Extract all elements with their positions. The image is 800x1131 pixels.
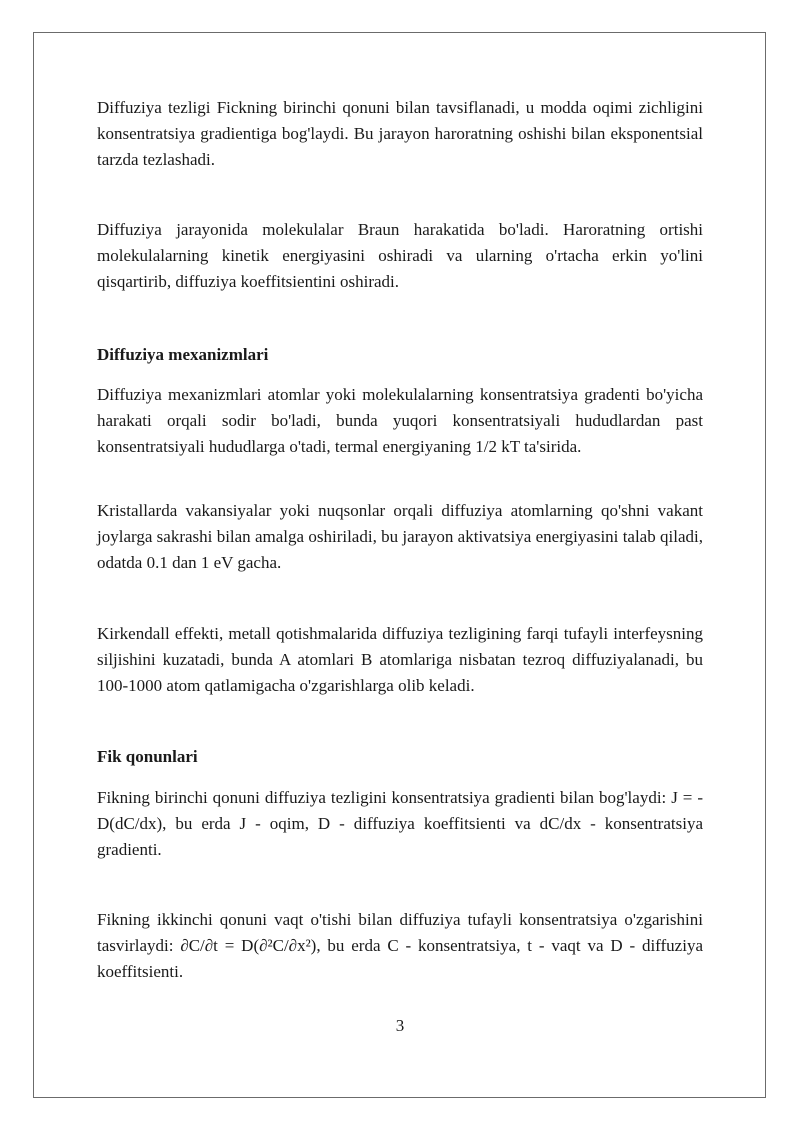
paragraph-fick-second-law: Fikning ikkinchi qonuni vaqt o'tishi bilan diffuziya tufayli konsentratsiya o'zgarishini tasvirlaydi: ∂C/∂t = D(∂²C/∂x²), bu erda C - konsentratsiya, t - vaqt va D - diffuziya koeffitsienti. [97, 910, 703, 981]
paragraph-vacancy-diffusion: Kristallarda vakansiyalar yoki nuqsonlar orqali diffuziya atomlarning qo'shni vakant joylarga sakrashi bilan amalga oshiriladi, bu jarayon aktivatsiya energiyasini talab qiladi, odatda 0.1 dan 1 eV gacha. [97, 501, 703, 572]
page-number: 3 [395, 1016, 405, 1035]
section-heading-fick-laws: Fik qonunlari [97, 747, 198, 766]
paragraph-fick-rate: Diffuziya tezligi Fickning birinchi qonuni bilan tavsiflanadi, u modda oqimi zichligini konsentratsiya gradientiga bog'laydi. Bu jarayon haroratning oshishi bilan eksponentsial tarzda tezlashadi. [97, 98, 703, 169]
section-heading-mechanisms: Diffuziya mexanizmlari [97, 345, 269, 364]
paragraph-mechanisms: Diffuziya mexanizmlari atomlar yoki molekulalarning konsentratsiya gradenti bo'yicha harakati orqali sodir bo'ladi, bunda yuqori konsentratsiyali hududlardan past konsentratsiyali hududlarga o'tadi, termal energiyaning 1/2 kT ta'sirida. [97, 385, 703, 456]
paragraph-fick-first-law: Fikning birinchi qonuni diffuziya tezligini konsentratsiya gradienti bilan bog'laydi: J = -D(dC/dx), bu erda J - oqim, D - diffuziya koeffitsienti va dC/dx - konsentratsiya gradienti. [97, 788, 703, 859]
paragraph-brownian-motion: Diffuziya jarayonida molekulalar Braun harakatida bo'ladi. Haroratning ortishi molekulalarning kinetik energiyasini oshiradi va ularning o'rtacha erkin yo'lini qisqartirib, diffuziya koeffitsientini oshiradi. [97, 220, 703, 291]
paragraph-kirkendall-effect: Kirkendall effekti, metall qotishmalarida diffuziya tezligining farqi tufayli interfeysning siljishini kuzatadi, bunda A atomlari B atomlariga nisbatan tezroq diffuziyalanadi, bu 100-1000 atom qatlamigacha o'zgarishlarga olib keladi. [97, 624, 703, 695]
